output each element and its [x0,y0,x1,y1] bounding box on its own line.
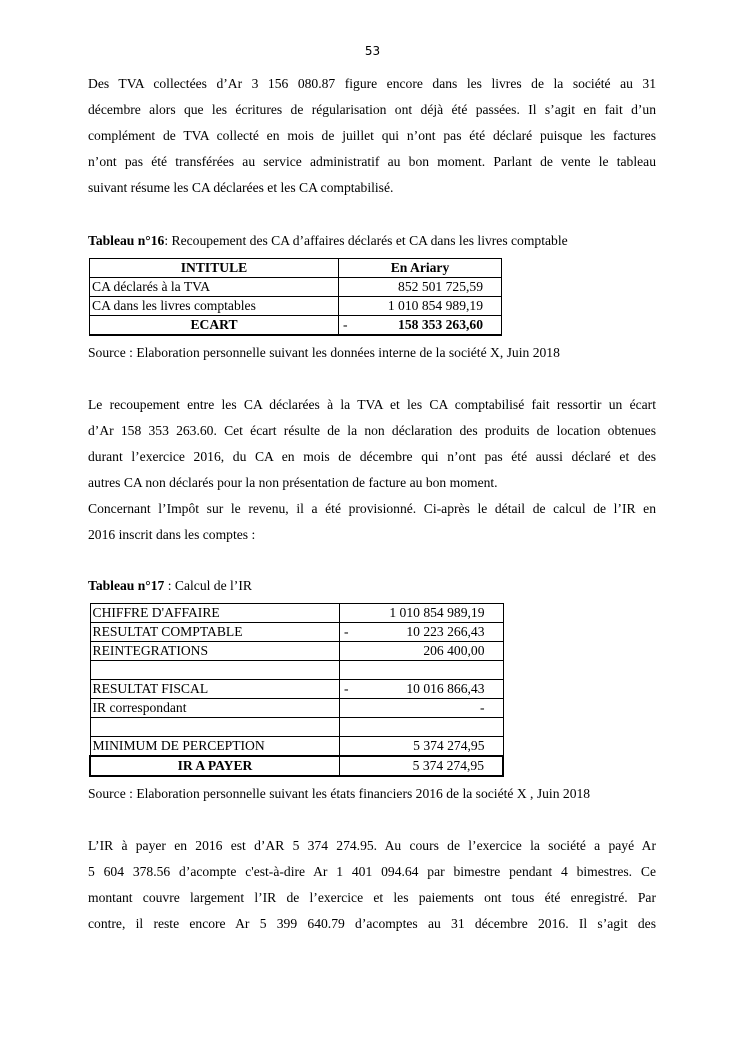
table-row-total [90,756,503,776]
text-line: contre, il reste encore Ar 5 399 640.79 d’acomptes au 31 décembre 2016. Il s’agit des [88,916,656,931]
table-header-row [90,259,502,278]
text-line: décembre alors que les écritures de régularisation ont déjà été passées. Il s’agit en fait d’un [88,102,656,117]
row-label: CA dans les livres comptables [90,297,339,316]
row-label [90,661,340,680]
row-label: MINIMUM DE PERCEPTION [90,737,340,757]
page-number: 53 [364,44,381,58]
paragraph-recoupement [88,395,656,499]
table16-caption-label: Tableau n°16 [88,233,165,248]
row-value [340,756,504,776]
text-line: Des TVA collectées d’Ar 3 156 080.87 figure encore dans les livres de la société au 31 [88,76,656,91]
row-value [340,699,504,718]
amount: 206 400,00 [423,643,485,658]
table-row [90,297,502,316]
text-line: n’ont pas été transférées au service administratif au bon moment. Parlant de vente le tableau [88,154,656,169]
row-label: ECART [90,316,339,336]
row-value [340,642,504,661]
text-line: d’Ar 158 353 263.60. Cet écart résulte de la non déclaration des produits de location obtenues [88,423,656,438]
table17-caption [88,578,252,594]
table-row [90,604,503,623]
sign: - [344,681,349,696]
table-row [90,680,503,699]
amount: 10 016 866,43 [406,681,485,696]
text-line: L’IR à payer en 2016 est d’AR 5 374 274.95. Au cours de l’exercice la société a payé Ar [88,838,656,853]
text-line: 5 604 378.56 d’acompte c'est-à-dire Ar 1 401 094.64 par bimestre pendant 4 bimestres. Ce [88,864,656,879]
amount: 1 010 854 989,19 [387,298,483,313]
table17-source: Source : Elaboration personnelle suivant les états financiers 2016 de la société X , Juin 2018 [88,786,591,801]
row-label: REINTEGRATIONS [90,642,340,661]
text-line: Le recoupement entre les CA déclarées à la TVA et les CA comptabilisé fait ressortir un écart [88,397,656,412]
paragraph-ir-a-payer [88,836,656,940]
column-header: En Ariary [339,259,502,278]
row-value [339,278,502,297]
table-row [90,642,503,661]
amount: 5 374 274,95 [413,738,485,753]
text-line: montant couvre largement l’IR de l’exercice et les paiements ont tous été enregistré. Par [88,890,656,905]
sign: - [343,317,348,332]
table-row [90,623,503,642]
table17 [89,603,504,777]
text-line: autres CA non déclarés pour la non présentation de facture au bon moment. [88,475,498,490]
text-line: 2016 inscrit dans les comptes : [88,527,256,542]
table-row [90,699,503,718]
text-line: suivant résume les CA déclarées et les CA comptabilisé. [88,180,394,195]
table16-source: Source : Elaboration personnelle suivant les données interne de la société X, Juin 2018 [88,345,560,360]
amount: 852 501 725,59 [398,279,483,294]
row-value [340,718,504,737]
amount: 5 374 274,95 [412,758,484,773]
row-label: CA déclarés à la TVA [90,278,339,297]
table16 [89,258,502,336]
table-row [90,278,502,297]
table-row [90,737,503,757]
amount: 10 223 266,43 [406,624,485,639]
row-label: CHIFFRE D'AFFAIRE [90,604,340,623]
table17-caption-text: : Calcul de l’IR [164,578,252,593]
amount: 1 010 854 989,19 [389,605,485,620]
row-label: RESULTAT COMPTABLE [90,623,340,642]
amount: - [479,700,485,715]
table-row-empty [90,718,503,737]
row-value [340,680,504,699]
row-value [340,623,504,642]
table16-caption-text: : Recoupement des CA d’affaires déclarés et CA dans les livres comptable [164,233,568,248]
row-label [90,718,340,737]
row-value [340,661,504,680]
table-row-ecart [90,316,502,336]
row-label: RESULTAT FISCAL [90,680,340,699]
column-header: INTITULE [90,259,339,278]
text-line: complément de TVA collecté en mois de juillet qui n’ont pas été déclaré puisque les factures [88,128,656,143]
row-value [339,316,502,336]
row-value [340,737,504,757]
sign: - [344,624,349,639]
row-label: IR A PAYER [90,756,340,776]
paragraph-tva-collectees [88,74,656,204]
row-label: IR correspondant [90,699,340,718]
row-value [339,297,502,316]
paragraph-impot-revenu [88,499,656,551]
table-row-empty [90,661,503,680]
row-value [340,604,504,623]
text-line: Concernant l’Impôt sur le revenu, il a été provisionné. Ci-après le détail de calcul de l’IR en [88,501,656,516]
text-line: durant l’exercice 2016, du CA en mois de décembre qui n’ont pas été aussi déclaré et des [88,449,656,464]
table16-caption [88,233,568,249]
table17-caption-label: Tableau n°17 [88,578,165,593]
amount: 158 353 263,60 [398,317,483,332]
